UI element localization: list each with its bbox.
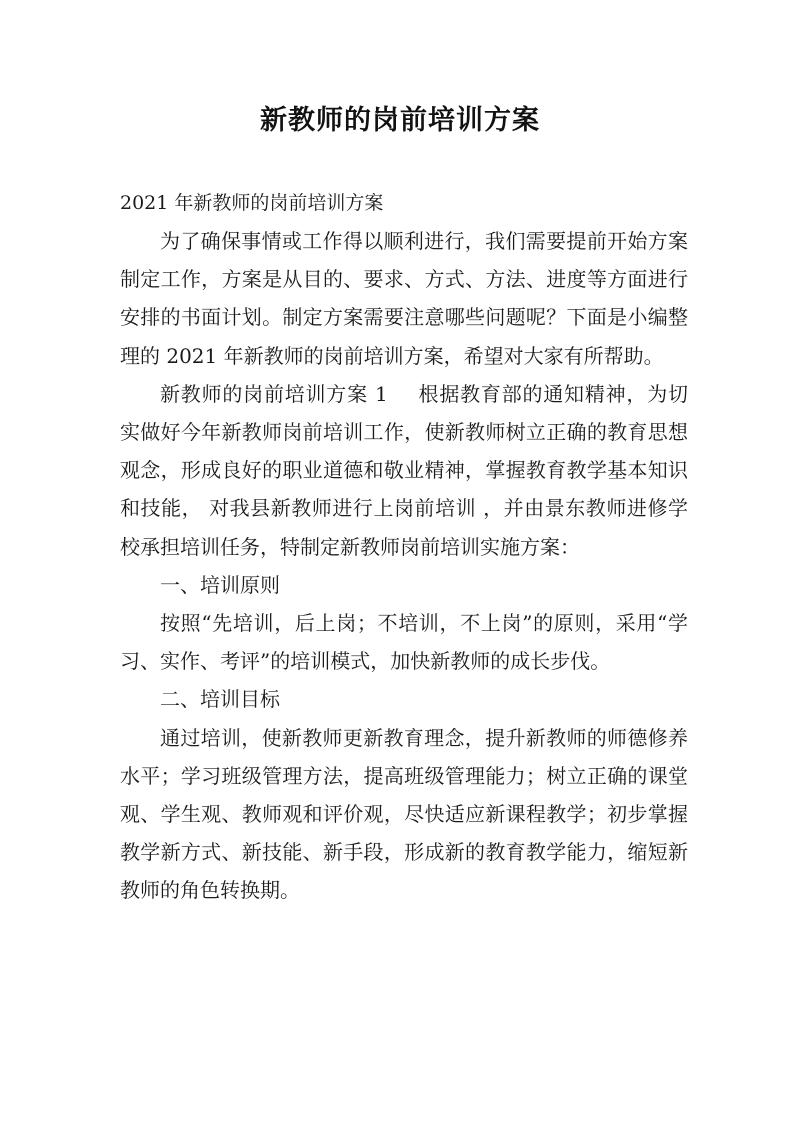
section-2-paragraph: 通过培训，使新教师更新教育理念，提升新教师的师德修养水平；学习班级管理方法，提高班级管理能力；树立正确的课堂观、学生观、教师观和评价观，尽快适应新课程教学；初步掌握教学新方式、新技能、新手段，形成新的教育教学能力，缩短新教师的角色转换期。 [120, 725, 688, 903]
document-subtitle: 2021 年新教师的岗前培训方案 [120, 192, 384, 214]
section-1-paragraph: 按照“先培训，后上岗；不培训，不上岗”的原则，采用“学习、实作、考评”的培训模式，加快新教师的成长步伐。 [120, 611, 688, 674]
section-1-heading: 一、培训原则 [160, 572, 280, 597]
plan-1-text: 根据教育部的通知精神，为切实做好今年新教师岗前培训工作，使新教师树立正确的教育思想观念，形成良好的职业道德和敬业精神，掌握教育教学基本知识和技能， 对我县新教师进行上岗前培训 ，并由景东教师进修学校承担培训任务，特制定新教师岗前培训实施方案： [120, 381, 688, 559]
plan-1-label: 新教师的岗前培训方案 1 [160, 381, 388, 406]
intro-paragraph: 为了确保事情或工作得以顺利进行，我们需要提前开始方案制定工作，方案是从目的、要求、方式、方法、进度等方面进行安排的书面计划。制定方案需要注意哪些问题呢？下面是小编整理的 2021 年新教师的岗前培训方案，希望对大家有所帮助。 [120, 229, 688, 368]
document-body [120, 222, 688, 910]
plan-1-paragraph [120, 375, 688, 566]
document-title: 新教师的岗前培训方案 [260, 105, 540, 136]
section-2-heading: 二、培训目标 [160, 687, 280, 712]
